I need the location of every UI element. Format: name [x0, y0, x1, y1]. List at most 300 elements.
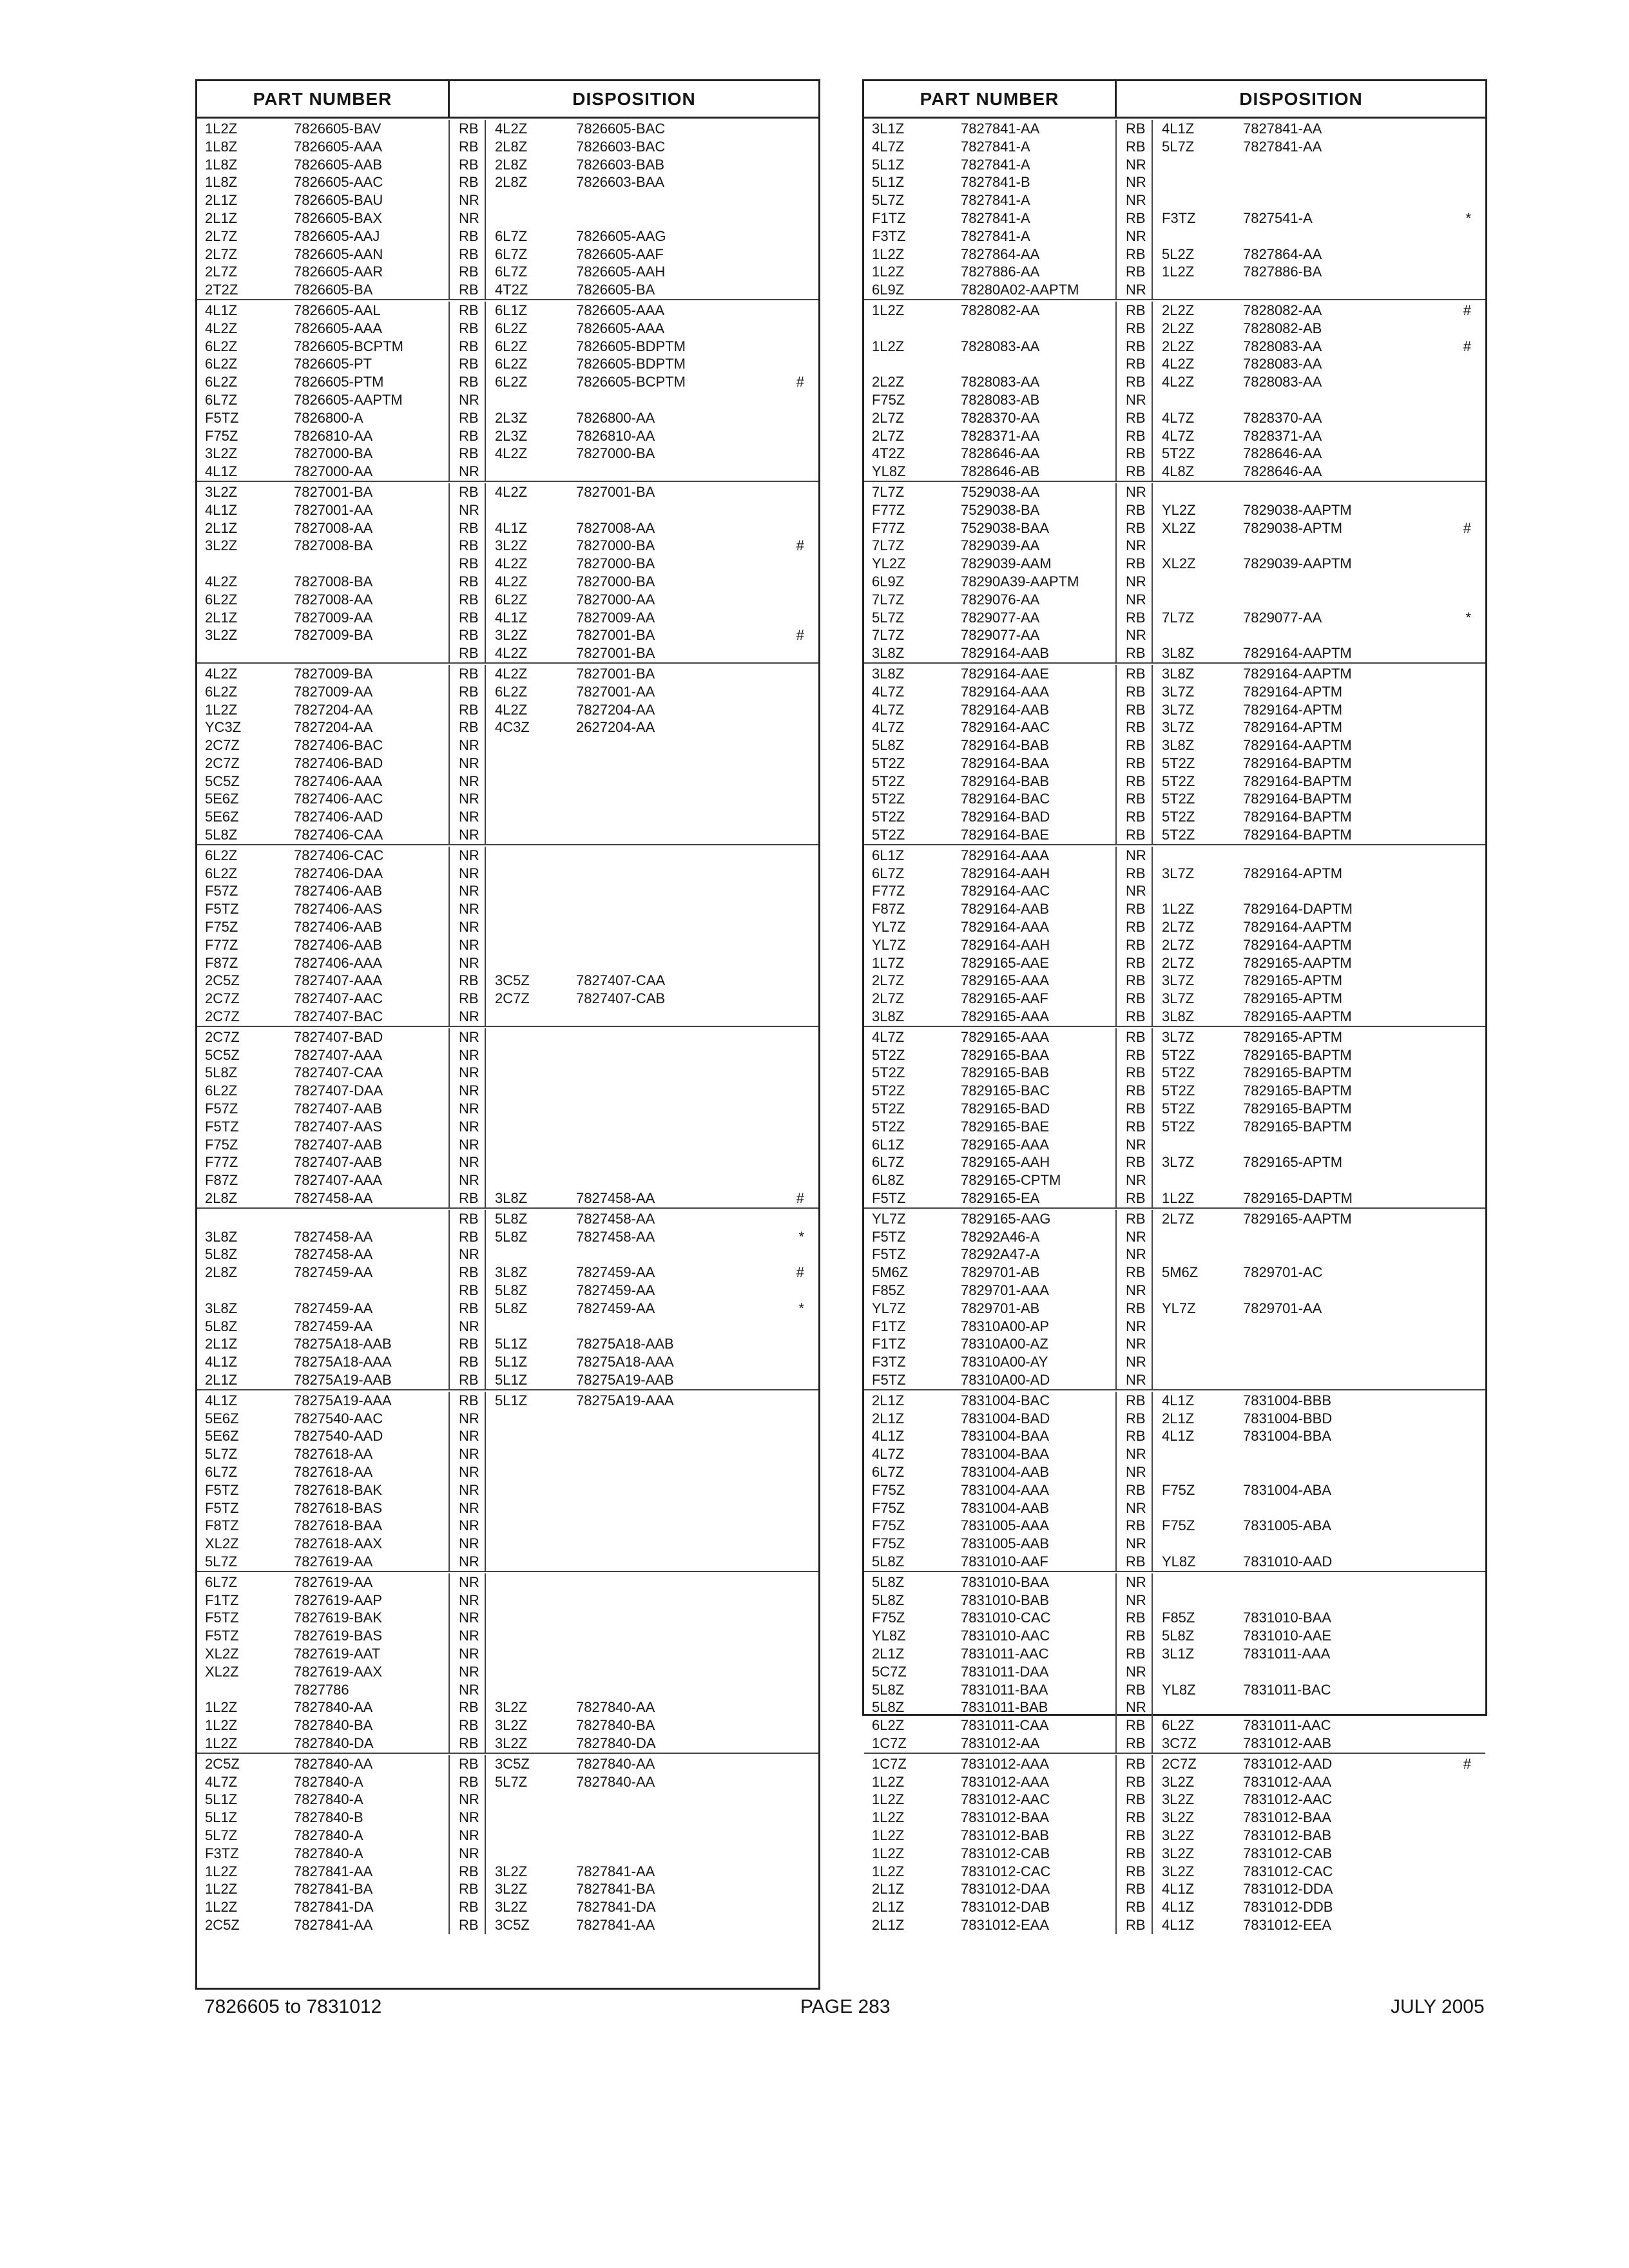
new-prefix — [1153, 1136, 1243, 1154]
note-mark — [1411, 972, 1485, 990]
disposition-code: NR — [450, 865, 486, 883]
note-mark: * — [798, 1228, 804, 1245]
part-number: 7829077-AA — [961, 626, 1117, 644]
disposition-code: NR — [450, 1082, 486, 1100]
table-row — [197, 1008, 818, 1026]
table-row — [197, 1698, 818, 1716]
prefix: 4L1Z — [205, 302, 238, 318]
note-mark — [744, 1118, 818, 1136]
part-number: 7829164-AAH — [961, 865, 1117, 883]
disposition-code: RB — [1117, 918, 1153, 936]
disposition-code: RB — [450, 1863, 486, 1881]
new-prefix: 4L8Z — [1162, 463, 1195, 480]
disposition-code: RB — [450, 1898, 486, 1916]
new-part-number: 7829701-AA — [1243, 1300, 1322, 1316]
disposition-code: NR — [450, 1591, 486, 1610]
part-number: 7831012-AA — [961, 1735, 1117, 1753]
new-prefix: 7L7Z — [1162, 609, 1195, 626]
new-part-number — [576, 1845, 744, 1863]
table-row — [864, 754, 1485, 773]
prefix: 5L1Z — [205, 1791, 238, 1808]
prefix: F1TZ — [872, 1318, 906, 1334]
new-part-number: 7831005-ABA — [1243, 1517, 1331, 1534]
new-prefix: 5T2Z — [1162, 1118, 1195, 1135]
part-number: 7831012-CAC — [961, 1863, 1117, 1881]
note-mark — [1411, 1228, 1485, 1246]
prefix: F85Z — [872, 1282, 905, 1298]
note-mark — [744, 1663, 818, 1681]
disposition-code: RB — [450, 1210, 486, 1228]
note-mark — [1411, 1264, 1485, 1282]
disposition-code: RB — [450, 1773, 486, 1791]
part-number: 7827406-CAC — [294, 847, 450, 865]
prefix: F5TZ — [872, 1190, 906, 1207]
prefix: 5L7Z — [872, 192, 905, 209]
new-prefix: 3C5Z — [495, 1916, 530, 1933]
new-prefix: 4L2Z — [495, 555, 528, 572]
disposition-code: NR — [450, 1627, 486, 1645]
part-number: 7831004-AAB — [961, 1463, 1117, 1481]
part-number: 7827841-A — [961, 227, 1117, 245]
part-number: 7827841-B — [961, 173, 1117, 191]
note-mark — [744, 1082, 818, 1100]
new-part-number: 7831004-ABA — [1243, 1481, 1331, 1498]
disposition-code: NR — [1117, 1318, 1153, 1336]
new-part-number: 7827886-BA — [1243, 264, 1322, 280]
left-parts-table — [195, 79, 820, 1990]
new-prefix: 6L2Z — [495, 356, 528, 372]
part-number: 7827406-BAC — [294, 736, 450, 754]
new-prefix: 2C7Z — [1162, 1755, 1197, 1772]
part-group — [197, 1754, 818, 1934]
new-prefix: 5T2Z — [1162, 1046, 1195, 1063]
note-mark — [1411, 918, 1485, 936]
prefix: F5TZ — [205, 1499, 239, 1516]
disposition-code: RB — [450, 1353, 486, 1371]
note-mark — [1411, 1282, 1485, 1300]
new-part-number — [576, 900, 744, 918]
table-row — [864, 1228, 1485, 1246]
note-mark — [1411, 1627, 1485, 1645]
new-prefix: 4L2Z — [495, 483, 528, 500]
part-number: 7529038-BAA — [961, 519, 1117, 537]
new-prefix — [1153, 156, 1243, 174]
part-number: 7827009-AA — [294, 683, 450, 701]
prefix: 3L2Z — [205, 483, 238, 500]
table-row — [864, 1535, 1485, 1553]
table-row — [864, 1773, 1485, 1791]
note-mark — [744, 826, 818, 844]
note-mark — [1411, 936, 1485, 954]
new-prefix — [1153, 1353, 1243, 1371]
note-mark — [744, 1535, 818, 1553]
prefix: YL8Z — [872, 463, 906, 480]
disposition-code: RB — [450, 373, 486, 391]
new-part-number: 7827840-BA — [576, 1717, 655, 1734]
new-part-number: 7829165-BAPTM — [1243, 1046, 1352, 1063]
disposition-code: RB — [450, 990, 486, 1008]
new-prefix: 5T2Z — [1162, 809, 1195, 825]
prefix: 5L8Z — [872, 737, 905, 754]
new-part-number — [576, 954, 744, 972]
part-number: 7829164-BAC — [961, 790, 1117, 808]
prefix: F1TZ — [872, 209, 906, 226]
new-prefix: 3L7Z — [1162, 701, 1195, 718]
new-prefix — [486, 1591, 576, 1610]
part-number: 7829039-AA — [961, 537, 1117, 555]
table-row — [197, 1663, 818, 1681]
note-mark — [1411, 591, 1485, 609]
note-mark — [1411, 736, 1485, 754]
prefix: 5L8Z — [872, 1573, 905, 1590]
part-number: 7829164-AAA — [961, 918, 1117, 936]
disposition-code: NR — [1117, 1591, 1153, 1610]
table-row — [197, 263, 818, 281]
note-mark — [1411, 1118, 1485, 1136]
table-row — [197, 409, 818, 427]
new-part-number — [576, 1008, 744, 1026]
table-row — [864, 773, 1485, 791]
note-mark — [744, 609, 818, 627]
new-part-number: 7831012-DDB — [1243, 1899, 1333, 1916]
disposition-code: RB — [1117, 865, 1153, 883]
new-prefix — [486, 1499, 576, 1517]
table-row — [864, 501, 1485, 519]
new-prefix — [486, 1410, 576, 1428]
table-row — [864, 1735, 1485, 1753]
prefix: 6L2Z — [205, 374, 238, 390]
page-number: PAGE 283 — [800, 1996, 891, 2017]
disposition-code: RB — [1117, 320, 1153, 338]
new-part-number: 7829165-APTM — [1243, 1028, 1343, 1045]
part-number: 7829164-BAB — [961, 773, 1117, 791]
part-number: 7827840-DA — [294, 1735, 450, 1753]
table-row — [197, 1410, 818, 1428]
new-part-number — [1243, 1353, 1411, 1371]
new-part-number — [576, 1318, 744, 1336]
note-mark: # — [1463, 338, 1471, 354]
part-number: 7829164-BAD — [961, 808, 1117, 826]
note-mark: # — [1463, 519, 1471, 536]
table-row — [197, 1300, 818, 1318]
part-number: 7828646-AB — [961, 463, 1117, 481]
new-prefix: 4L1Z — [1162, 1392, 1195, 1408]
part-number: 7831010-BAB — [961, 1591, 1117, 1610]
new-prefix: 2L3Z — [495, 409, 528, 426]
note-mark — [744, 555, 818, 573]
disposition-code: RB — [1117, 1153, 1153, 1171]
new-prefix: 5L7Z — [495, 1773, 528, 1790]
prefix: YC3Z — [205, 719, 242, 736]
table-row — [197, 1517, 818, 1535]
part-number: 78275A18-AAA — [294, 1353, 450, 1371]
note-mark — [744, 773, 818, 791]
note-mark — [1411, 483, 1485, 501]
new-prefix: XL2Z — [1162, 555, 1196, 572]
table-row — [864, 1136, 1485, 1154]
prefix: 5E6Z — [205, 1428, 239, 1445]
table-row — [864, 338, 1485, 356]
part-number: 7827008-BA — [294, 537, 450, 555]
prefix: 5T2Z — [872, 754, 905, 771]
disposition-code: RB — [450, 427, 486, 445]
note-mark: # — [796, 374, 804, 390]
note-mark — [1411, 718, 1485, 736]
new-prefix — [486, 1118, 576, 1136]
new-prefix — [486, 1845, 576, 1863]
table-row — [864, 882, 1485, 900]
disposition-code: RB — [1117, 1755, 1153, 1773]
new-part-number: 7831004-BBB — [1243, 1392, 1331, 1408]
new-prefix — [486, 1573, 576, 1591]
disposition-code: NR — [1117, 1499, 1153, 1517]
table-row — [864, 1573, 1485, 1591]
new-prefix: 5T2Z — [1162, 827, 1195, 843]
note-mark — [1411, 281, 1485, 299]
note-mark — [1411, 882, 1485, 900]
note-mark — [1411, 665, 1485, 683]
part-number: 7829165-AAH — [961, 1153, 1117, 1171]
new-prefix — [486, 1046, 576, 1064]
disposition-code: RB — [1117, 1300, 1153, 1318]
new-part-number: 7831012-AAD — [1243, 1755, 1333, 1772]
new-prefix — [1153, 591, 1243, 609]
new-part-number: 7829164-APTM — [1243, 865, 1343, 881]
prefix: 2L1Z — [205, 192, 238, 209]
prefix: F57Z — [205, 883, 238, 899]
note-mark — [744, 865, 818, 883]
part-number: 7827406-AAC — [294, 790, 450, 808]
note-mark: * — [798, 1300, 804, 1316]
table-row — [197, 302, 818, 320]
part-number: 7827459-AA — [294, 1300, 450, 1318]
disposition-code: NR — [1117, 573, 1153, 591]
prefix: F3TZ — [205, 1845, 239, 1861]
part-number: 7827204-AA — [294, 718, 450, 736]
new-part-number: 7831004-BBD — [1243, 1410, 1333, 1427]
prefix: 1C7Z — [872, 1735, 907, 1751]
left-table-body — [197, 119, 818, 1934]
note-mark — [744, 1335, 818, 1353]
table-row — [864, 1591, 1485, 1610]
table-row — [197, 882, 818, 900]
note-mark — [1411, 1681, 1485, 1699]
part-number: 7827841-BA — [294, 1880, 450, 1898]
new-prefix: 5T2Z — [1162, 791, 1195, 807]
prefix: 1L2Z — [205, 1881, 238, 1898]
new-part-number: 7827001-BA — [576, 483, 655, 500]
new-prefix: 6L7Z — [495, 227, 528, 244]
table-row — [864, 609, 1485, 627]
note-mark — [744, 1573, 818, 1591]
new-part-number: 7831012-AAB — [1243, 1735, 1331, 1751]
new-part-number: 7826605-BA — [576, 282, 655, 298]
disposition-code: RB — [1117, 1916, 1153, 1934]
prefix: 1L2Z — [872, 1827, 905, 1843]
disposition-header: DISPOSITION — [572, 88, 696, 109]
note-mark — [744, 1553, 818, 1571]
new-part-number: 7829164-BAPTM — [1243, 754, 1352, 771]
note-mark — [744, 1916, 818, 1934]
disposition-code: NR — [1117, 1371, 1153, 1389]
table-row — [864, 1008, 1485, 1026]
new-part-number — [1243, 1535, 1411, 1553]
part-number: 7827840-A — [294, 1827, 450, 1845]
prefix: 6L2Z — [872, 1717, 905, 1734]
new-prefix: 2L8Z — [495, 138, 528, 155]
new-prefix — [486, 1481, 576, 1499]
prefix: 2L7Z — [205, 227, 238, 244]
part-number: 7827001-BA — [294, 483, 450, 501]
new-part-number — [576, 1681, 744, 1699]
note-mark — [744, 320, 818, 338]
new-part-number — [576, 1410, 744, 1428]
part-number: 7831010-AAF — [961, 1553, 1117, 1571]
prefix — [197, 1210, 294, 1228]
new-prefix — [486, 918, 576, 936]
new-prefix — [486, 1791, 576, 1809]
disposition-code: NR — [450, 1410, 486, 1428]
new-part-number: 7829165-AAPTM — [1243, 954, 1352, 971]
new-part-number: 7829039-AAPTM — [1243, 555, 1352, 572]
new-prefix — [486, 1663, 576, 1681]
table-row — [197, 736, 818, 754]
new-part-number — [1243, 227, 1411, 245]
part-group — [197, 300, 818, 482]
prefix: 5C5Z — [205, 1046, 240, 1063]
prefix: 4L7Z — [205, 1773, 238, 1790]
part-number: 7827407-CAA — [294, 1064, 450, 1082]
part-number: 7827407-AAA — [294, 1046, 450, 1064]
disposition-code: NR — [1117, 391, 1153, 409]
new-prefix — [486, 1645, 576, 1663]
prefix: 6L9Z — [872, 282, 905, 298]
table-row — [197, 1573, 818, 1591]
disposition-code: RB — [1117, 1609, 1153, 1627]
table-row — [197, 355, 818, 373]
table-row — [197, 138, 818, 156]
disposition-code: RB — [450, 263, 486, 281]
new-part-number — [1243, 1335, 1411, 1353]
new-prefix — [1153, 1698, 1243, 1716]
prefix: 2L7Z — [872, 427, 905, 444]
prefix: F5TZ — [872, 1228, 906, 1245]
note-mark — [1411, 808, 1485, 826]
prefix: 6L2Z — [205, 356, 238, 372]
table-row — [197, 918, 818, 936]
table-row — [864, 865, 1485, 883]
table-row — [197, 209, 818, 227]
new-prefix: 3L2Z — [1162, 1773, 1195, 1790]
disposition-code: NR — [1117, 483, 1153, 501]
disposition-code: RB — [1117, 209, 1153, 227]
part-number: 7827001-AA — [294, 501, 450, 519]
part-number: 7826605-AAPTM — [294, 391, 450, 409]
table-row — [864, 1410, 1485, 1428]
new-prefix — [1153, 227, 1243, 245]
table-row — [197, 808, 818, 826]
table-row — [197, 1845, 818, 1863]
new-part-number — [576, 1445, 744, 1463]
note-mark — [1411, 1499, 1485, 1517]
note-mark — [744, 936, 818, 954]
prefix: 5E6Z — [205, 1410, 239, 1427]
new-part-number — [1243, 1663, 1411, 1681]
prefix: F75Z — [872, 1481, 905, 1498]
prefix: 1L8Z — [205, 138, 238, 155]
new-prefix — [1153, 1445, 1243, 1463]
part-number: 7829164-AAB — [961, 900, 1117, 918]
new-part-number: 78275A18-AAB — [576, 1336, 674, 1352]
disposition-code: NR — [450, 1008, 486, 1026]
table-row — [197, 1553, 818, 1571]
disposition-code: RB — [450, 156, 486, 174]
table-row — [864, 1663, 1485, 1681]
table-row — [197, 701, 818, 719]
note-mark — [1411, 355, 1485, 373]
new-part-number: 7827840-DA — [576, 1735, 656, 1751]
part-number: 7827540-AAD — [294, 1427, 450, 1445]
table-row — [197, 1863, 818, 1881]
disposition-code: RB — [1117, 990, 1153, 1008]
disposition-code: NR — [450, 1827, 486, 1845]
disposition-code: NR — [450, 918, 486, 936]
note-mark — [1411, 1210, 1485, 1228]
prefix — [197, 1282, 294, 1300]
table-row — [197, 1463, 818, 1481]
table-row — [197, 1499, 818, 1517]
new-part-number: 7829165-APTM — [1243, 990, 1343, 1007]
new-prefix: YL8Z — [1162, 1681, 1196, 1698]
disposition-code: RB — [1117, 644, 1153, 662]
note-mark — [744, 972, 818, 990]
prefix: 2L2Z — [872, 374, 905, 390]
disposition-code: RB — [1117, 1773, 1153, 1791]
new-prefix: 6L7Z — [495, 264, 528, 280]
disposition-code: NR — [1117, 1573, 1153, 1591]
table-row — [864, 355, 1485, 373]
disposition-code: RB — [1117, 1735, 1153, 1753]
table-row — [197, 644, 818, 662]
prefix: F75Z — [872, 1517, 905, 1534]
right-table-body — [864, 119, 1485, 1934]
note-mark — [1411, 1082, 1485, 1100]
part-number: 7827841-A — [961, 138, 1117, 156]
disposition-code: NR — [450, 1445, 486, 1463]
new-part-number — [576, 1028, 744, 1046]
note-mark — [1411, 790, 1485, 808]
table-row — [197, 320, 818, 338]
prefix: F1TZ — [205, 1591, 239, 1608]
new-prefix: 3L2Z — [495, 1899, 528, 1916]
disposition-code: NR — [1117, 1171, 1153, 1189]
disposition-code: RB — [1117, 245, 1153, 264]
new-prefix: F3TZ — [1162, 209, 1196, 226]
part-number: 7827406-AAS — [294, 900, 450, 918]
part-number: 7829165-AAA — [961, 1028, 1117, 1046]
note-mark — [744, 427, 818, 445]
table-row — [864, 537, 1485, 555]
new-part-number: 7827541-A — [1243, 209, 1313, 226]
note-mark — [744, 519, 818, 537]
new-prefix — [486, 1100, 576, 1118]
table-row — [864, 1318, 1485, 1336]
new-part-number: 7831011-AAC — [1243, 1717, 1331, 1734]
table-row — [197, 1481, 818, 1499]
new-part-number — [576, 865, 744, 883]
disposition-code: RB — [450, 537, 486, 555]
note-mark — [744, 1609, 818, 1627]
